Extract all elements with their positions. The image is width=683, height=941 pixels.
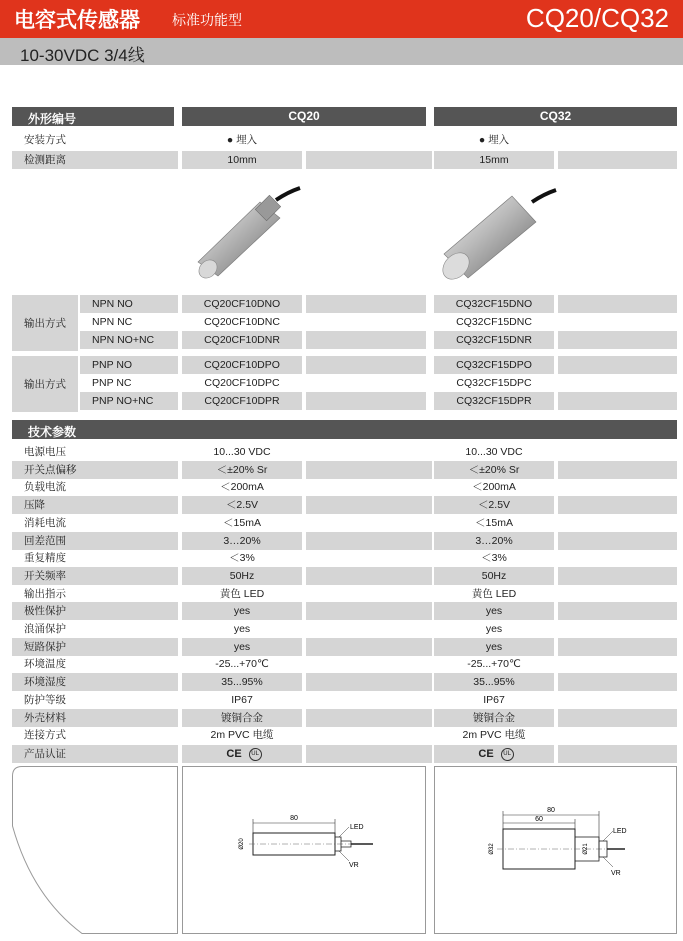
row-certification xyxy=(12,745,677,763)
cq20-pnp-no: CQ20CF10DPO xyxy=(182,356,302,374)
cq32-value: yes xyxy=(434,602,554,620)
tech-row xyxy=(12,461,677,479)
cq20-value: 镀铜合金 xyxy=(182,709,302,727)
cq32-value: ● 埋入 xyxy=(478,134,510,146)
cq32-blank xyxy=(558,151,677,169)
row-label: 连接方式 xyxy=(24,729,66,742)
cq20-blank xyxy=(306,532,432,550)
cq20-blank xyxy=(306,496,432,514)
col-header-cq32: CQ32 xyxy=(434,107,677,126)
row-label: 压降 xyxy=(12,496,178,514)
cq20-diameter-label: Ø20 xyxy=(239,838,245,850)
row-label: 外壳材料 xyxy=(12,709,178,727)
cq32-value: 15mm xyxy=(434,151,554,169)
cq32-value: ＜200mA xyxy=(472,481,516,494)
cq20-value: 10...30 VDC xyxy=(213,446,271,458)
cq20-pnp-nonc: CQ20CF10DPR xyxy=(182,392,302,410)
row-label: 环境湿度 xyxy=(12,673,178,691)
row-label: 电源电压 xyxy=(24,446,66,458)
cq20-value: 3…20% xyxy=(182,532,302,550)
cq32-value: yes xyxy=(485,623,503,635)
cq32-value: 3…20% xyxy=(434,532,554,550)
cq20-vr-label: VR xyxy=(349,862,359,869)
cq20-blank xyxy=(306,638,432,656)
cq32-value: 35...95% xyxy=(434,673,554,691)
row-label: 重复精度 xyxy=(24,552,66,565)
cq32-value: ＜3% xyxy=(481,552,507,565)
cq32-pnp-nonc-blank xyxy=(558,392,677,410)
row-label: 产品认证 xyxy=(12,745,178,763)
cq20-value: 黄色 LED xyxy=(219,587,265,600)
tech-row xyxy=(12,478,677,496)
page-subtitle: 标准功能型 xyxy=(172,12,242,28)
tech-row xyxy=(12,567,677,585)
col-header-cq20: CQ20 xyxy=(182,107,426,126)
cq20-led-label: LED xyxy=(350,824,364,831)
cq20-blank xyxy=(306,151,432,169)
cq20-value: yes xyxy=(182,602,302,620)
npn-nonc-label: NPN NO+NC xyxy=(80,331,178,349)
cq32-pnp-nc: CQ32CF15DPC xyxy=(456,377,532,389)
tech-row xyxy=(12,532,677,550)
tech-section-header xyxy=(12,420,677,439)
cq20-pnp-nonc-blank xyxy=(306,392,426,410)
cq32-cert xyxy=(434,745,554,763)
cq20-npn-nonc: CQ20CF10DNR xyxy=(182,331,302,349)
cq32-npn-no-blank xyxy=(558,295,677,313)
cq32-value: 黄色 LED xyxy=(471,587,517,600)
cq32-value: 2m PVC 电缆 xyxy=(462,729,526,742)
tech-row xyxy=(12,549,677,567)
cq32-npn-nonc-blank xyxy=(558,331,677,349)
npn-no-label: NPN NO xyxy=(80,295,178,313)
cq32-blank xyxy=(558,638,677,656)
cq20-npn-no: CQ20CF10DNO xyxy=(182,295,302,313)
cq32-value: ＜±20% Sr xyxy=(434,461,554,479)
cq20-npn-no-blank xyxy=(306,295,426,313)
tech-row xyxy=(12,585,677,603)
cq32-pnp-no: CQ32CF15DPO xyxy=(434,356,554,374)
pnp-output-label xyxy=(12,356,78,412)
cq32-blank xyxy=(558,602,677,620)
cq20-value: ● 埋入 xyxy=(226,134,258,146)
row-label: 开关点偏移 xyxy=(12,461,178,479)
blank-box-outline xyxy=(12,766,178,934)
pnp-no-label: PNP NO xyxy=(80,356,178,374)
cq32-value: 镀铜合金 xyxy=(434,709,554,727)
cq20-value: yes xyxy=(233,623,251,635)
cq32-diameter2-label: Ø21 xyxy=(583,843,589,855)
shape-section-title: 外形编号 xyxy=(28,112,77,126)
ce-mark: CE xyxy=(226,748,242,760)
row-label: 短路保护 xyxy=(12,638,178,656)
npn-output-label-text: 输出方式 xyxy=(24,317,66,330)
cq32-cert-blank xyxy=(558,745,677,763)
cq20-cert xyxy=(182,745,302,763)
row-distance xyxy=(12,151,677,169)
cq32-sensor-image xyxy=(440,184,560,280)
cq20-value: 50Hz xyxy=(182,567,302,585)
cq20-blank xyxy=(306,567,432,585)
header-bar xyxy=(0,0,683,38)
tech-row xyxy=(12,443,677,461)
cq20-value: ＜±20% Sr xyxy=(182,461,302,479)
cq32-npn-nc: CQ32CF15DNC xyxy=(456,316,532,328)
tech-row xyxy=(12,638,677,656)
cq20-value: ＜15mA xyxy=(223,516,261,529)
ul-mark: UL xyxy=(249,748,262,761)
cq32-diameter-label: Ø32 xyxy=(489,843,495,855)
spec-line: 10-30VDC 3/4线 xyxy=(20,46,145,65)
npn-nc-label: NPN NC xyxy=(92,316,133,328)
row-label: 负载电流 xyxy=(24,481,66,494)
cq20-value: 10mm xyxy=(182,151,302,169)
cq32-blank xyxy=(558,461,677,479)
cq20-npn-nonc-blank xyxy=(306,331,426,349)
tech-row xyxy=(12,602,677,620)
page-title: 电容式传感器 xyxy=(14,9,140,32)
tech-row xyxy=(12,514,677,532)
model-names: CQ20/CQ32 xyxy=(525,3,669,33)
cq32-value: ＜2.5V xyxy=(434,496,554,514)
row-label: 输出指示 xyxy=(24,587,66,600)
cq20-value: 35...95% xyxy=(182,673,302,691)
pnp-output-label-text: 输出方式 xyxy=(24,378,66,391)
cq32-blank xyxy=(558,532,677,550)
row-label: 检测距离 xyxy=(12,151,178,169)
row-label: 开关频率 xyxy=(12,567,178,585)
cq32-drawing-box xyxy=(434,766,677,934)
cq20-blank xyxy=(306,461,432,479)
cq32-dimension-drawing xyxy=(475,803,655,883)
pnp-nonc-label: PNP NO+NC xyxy=(80,392,178,410)
cq32-value: 50Hz xyxy=(434,567,554,585)
cq32-blank xyxy=(558,673,677,691)
cq32-pnp-nonc: CQ32CF15DPR xyxy=(434,392,554,410)
row-label: 防护等级 xyxy=(24,693,66,706)
cq32-value: -25...+70℃ xyxy=(467,658,521,671)
cq32-value: 10...30 VDC xyxy=(465,446,523,458)
cq32-value: IP67 xyxy=(483,693,505,706)
cq20-drawing-box xyxy=(182,766,426,934)
tech-row xyxy=(12,620,677,638)
cq32-length-label: 80 xyxy=(547,807,555,814)
cq32-led-label: LED xyxy=(613,828,627,835)
cq20-pnp-no-blank xyxy=(306,356,426,374)
cq20-value: yes xyxy=(182,638,302,656)
tech-row xyxy=(12,691,677,709)
cq32-value: ＜15mA xyxy=(475,516,513,529)
cq20-pnp-nc: CQ20CF10DPC xyxy=(204,377,280,389)
cq20-value: ＜2.5V xyxy=(182,496,302,514)
row-mounting xyxy=(12,131,677,149)
cq20-value: 2m PVC 电缆 xyxy=(210,729,274,742)
cq32-blank xyxy=(558,496,677,514)
row-label: 浪涌保护 xyxy=(24,623,66,635)
row-label: 安装方式 xyxy=(24,134,66,146)
tech-row xyxy=(12,673,677,691)
cq20-sensor-image xyxy=(188,184,308,280)
blank-box xyxy=(12,766,178,934)
tech-row xyxy=(12,726,677,744)
tech-row xyxy=(12,709,677,727)
cq20-blank xyxy=(306,709,432,727)
shape-section-header xyxy=(12,107,174,126)
cq20-dimension-drawing xyxy=(223,807,383,877)
row-label: 消耗电流 xyxy=(24,516,66,529)
row-label: 极性保护 xyxy=(12,602,178,620)
tech-row xyxy=(12,655,677,673)
cq20-value: IP67 xyxy=(231,693,253,706)
cq20-value: -25...+70℃ xyxy=(215,658,269,671)
cq32-npn-nonc: CQ32CF15DNR xyxy=(434,331,554,349)
cq32-inner-length-label: 60 xyxy=(535,816,543,823)
cq20-npn-nc: CQ20CF10DNC xyxy=(204,316,280,328)
tech-row xyxy=(12,496,677,514)
cq20-value: ＜3% xyxy=(229,552,255,565)
cq32-vr-label: VR xyxy=(611,870,621,877)
cq32-blank xyxy=(558,567,677,585)
cq32-pnp-no-blank xyxy=(558,356,677,374)
cq32-value: yes xyxy=(434,638,554,656)
pnp-nc-label: PNP NC xyxy=(92,377,132,389)
row-label: 环境温度 xyxy=(24,658,66,671)
cq20-blank xyxy=(306,673,432,691)
cq20-blank xyxy=(306,602,432,620)
cq20-length-label: 80 xyxy=(290,815,298,822)
ul-mark: UL xyxy=(501,748,514,761)
cq32-npn-no: CQ32CF15DNO xyxy=(434,295,554,313)
npn-output-label xyxy=(12,295,78,351)
cq20-value: ＜200mA xyxy=(220,481,264,494)
cq32-blank xyxy=(558,709,677,727)
row-label: 回差范围 xyxy=(12,532,178,550)
ce-mark: CE xyxy=(478,748,494,760)
spec-bar xyxy=(0,38,683,65)
tech-section-title: 技术参数 xyxy=(28,425,77,439)
cq20-cert-blank xyxy=(306,745,432,763)
